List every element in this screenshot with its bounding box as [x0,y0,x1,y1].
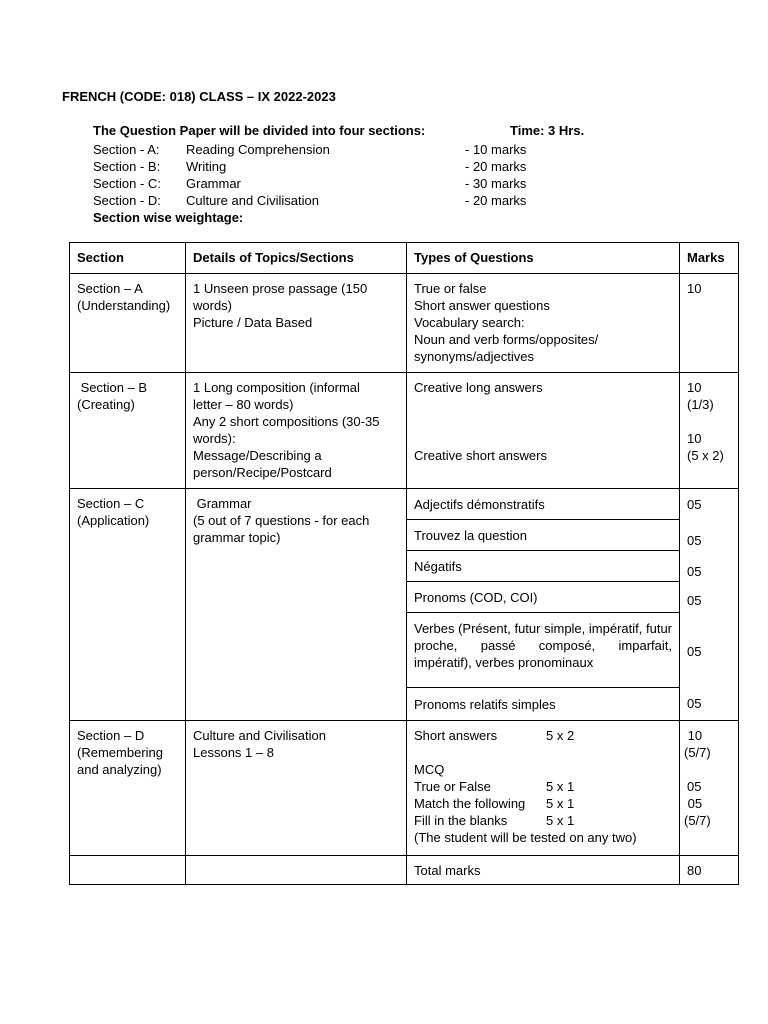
header-section: Section [70,243,186,274]
section-name: Culture and Civilisation [186,193,319,208]
section-a-skill: (Understanding) [77,298,171,313]
section-code: Section - D: [93,193,161,208]
section-c-title: Section – C [77,496,145,511]
section-code: Section - C: [93,176,161,191]
detail-line: Grammar [193,496,252,511]
section-summary-row [93,192,653,209]
table-row-section-d [70,721,739,856]
section-code: Section - B: [93,159,161,174]
marks-line: (5 x 2) [687,448,724,463]
spacer [684,761,731,778]
detail-line: Lessons 1 – 8 [193,745,274,760]
section-c-marks [680,489,739,721]
table-row-section-a [70,274,739,373]
type-value: 5 x 1 [546,813,575,828]
type-line: Short answer questions [414,298,550,313]
intro-block [93,122,653,226]
marks-line: 05 [684,796,703,811]
section-code: Section - A: [93,142,160,157]
weightage-label-row [93,209,653,226]
spacer [687,413,731,430]
total-empty-cell [70,856,186,885]
type-value: 5 x 1 [546,796,575,811]
type-line: MCQ [414,762,445,777]
section-c-cell [70,489,186,721]
detail-line: (5 out of 7 questions - for each [193,513,370,528]
grammar-item: Trouvez la question [407,520,679,551]
marks-line: 10 [687,431,702,446]
detail-line: words): [193,431,236,446]
marks-line: 10 [684,728,703,743]
table-row-section-c [70,489,739,721]
grammar-marks: 05 [687,696,702,711]
detail-line: 1 Long composition (informal [193,380,360,395]
section-b-marks [680,373,739,489]
spacer [414,744,672,761]
exam-time: Time: 3 Hrs. [510,123,585,138]
section-marks: - 20 marks [465,159,527,174]
type-value: 5 x 1 [546,779,575,794]
section-c-skill: (Application) [77,513,150,528]
section-name: Grammar [186,176,241,191]
marks-line: 10 [687,380,702,395]
type-line: Creative short answers [414,448,547,463]
intro-lead-row [93,122,653,139]
section-a-types [407,274,680,373]
marks-line: 05 [687,779,702,794]
spacer [414,413,672,430]
table-header-row [70,243,739,274]
weightage-table [69,242,739,885]
section-d-skill: (Remembering [77,745,163,760]
type-label: Match the following [414,796,526,811]
section-b-skill: (Creating) [77,397,135,412]
type-line: Noun and verb forms/opposites/ [414,332,599,347]
section-d-types [407,721,680,856]
table-row-total [70,856,739,885]
section-marks: - 10 marks [465,142,527,157]
type-line [414,812,672,829]
type-value: 5 x 2 [546,728,575,743]
grammar-item: Verbes (Présent, futur simple, impératif, futur proche, passé composé, imparfait, impératif), verbes pronominaux [407,613,679,688]
type-line [414,795,672,812]
section-c-types [407,489,680,721]
type-label: True or False [414,779,491,794]
section-d-cell [70,721,186,856]
grammar-item: Adjectifs démonstratifs [407,489,679,520]
grammar-marks: 05 [687,564,702,579]
total-value: 80 [680,856,739,885]
grammar-item: Pronoms (COD, COI) [407,582,679,613]
section-summary-row [93,141,653,158]
detail-line: Any 2 short compositions (30-35 [193,414,380,429]
section-a-cell [70,274,186,373]
type-line [414,778,672,795]
section-a-details [186,274,407,373]
section-d-title: Section – D [77,728,145,743]
page-title: FRENCH (CODE: 018) CLASS – IX 2022-2023 [62,89,336,104]
grammar-item: Pronoms relatifs simples [414,697,556,712]
type-line: synonyms/adjectives [414,349,534,364]
type-line: Creative long answers [414,380,543,395]
grammar-marks: 05 [687,497,702,512]
detail-line: grammar topic) [193,530,281,545]
section-marks: - 20 marks [465,193,527,208]
header-types: Types of Questions [407,243,680,274]
detail-line: words) [193,298,233,313]
type-label: Fill in the blanks [414,813,508,828]
grammar-marks: 05 [687,593,702,608]
intro-lead: The Question Paper will be divided into four sections: [93,123,426,138]
section-name: Writing [186,159,227,174]
header-marks: Marks [680,243,739,274]
section-summary-row [93,158,653,175]
section-b-cell [70,373,186,489]
type-note: (The student will be tested on any two) [414,830,637,845]
detail-line: Culture and Civilisation [193,728,326,743]
section-b-title: Section – B [77,380,148,395]
detail-line: 1 Unseen prose passage (150 [193,281,368,296]
marks-line: (1/3) [687,397,714,412]
section-b-details [186,373,407,489]
type-line [414,727,672,744]
total-label: Total marks [407,856,680,885]
section-d-details [186,721,407,856]
section-marks: - 30 marks [465,176,527,191]
detail-line: letter – 80 words) [193,397,294,412]
weightage-label: Section wise weightage: [93,210,244,225]
grammar-item: Négatifs [407,551,679,582]
type-line: Vocabulary search: [414,315,525,330]
marks-line: (5/7) [684,813,711,828]
table-row-section-b [70,373,739,489]
section-d-marks [680,721,739,856]
section-b-types [407,373,680,489]
section-a-title: Section – A [77,281,143,296]
type-label: Short answers [414,728,498,743]
section-a-marks: 10 [680,274,739,373]
section-d-skill: and analyzing) [77,762,162,777]
marks-line: (5/7) [684,745,711,760]
detail-line: Picture / Data Based [193,315,313,330]
detail-line: Message/Describing a [193,448,322,463]
total-empty-cell [186,856,407,885]
grammar-marks: 05 [687,644,702,659]
spacer [414,430,672,447]
header-details: Details of Topics/Sections [186,243,407,274]
section-name: Reading Comprehension [186,142,330,157]
detail-line: person/Recipe/Postcard [193,465,332,480]
spacer [414,396,672,413]
grammar-marks: 05 [687,533,702,548]
section-summary-row [93,175,653,192]
type-line: True or false [414,281,487,296]
section-c-details [186,489,407,721]
